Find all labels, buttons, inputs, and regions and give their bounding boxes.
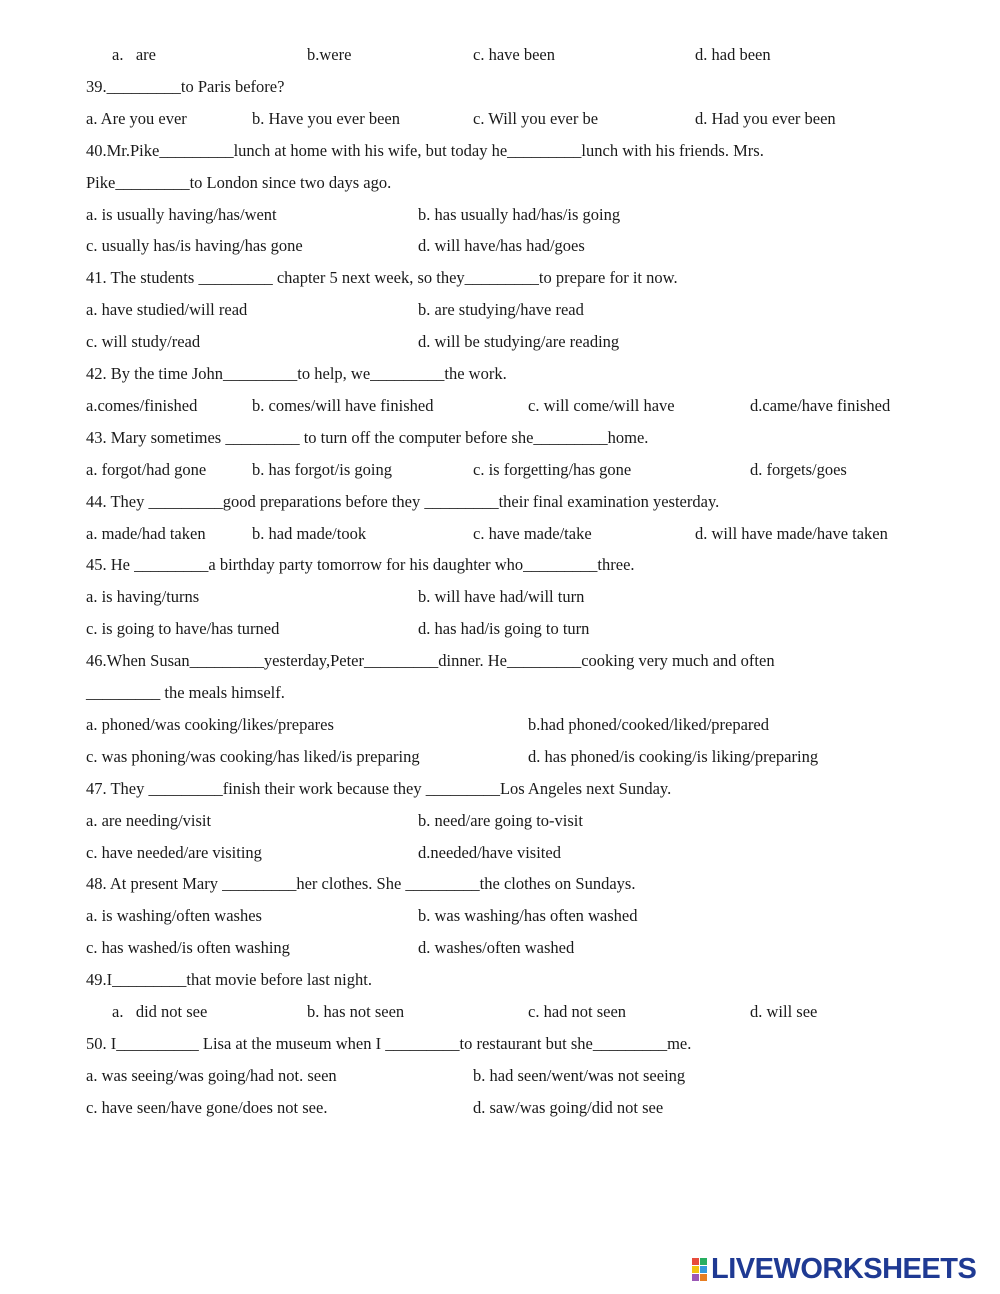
answer-option: a. made/had taken xyxy=(86,523,206,543)
answer-option: c. have been xyxy=(473,45,555,64)
question-line: 42. By the time John_________to help, we_________the work. xyxy=(86,364,507,383)
answer-option: c. is forgetting/has gone xyxy=(473,459,632,479)
question-line: 39._________to Paris before? xyxy=(86,76,285,96)
answer-option: a. is usually having/has/went xyxy=(86,204,277,224)
answer-option: c. have needed/are visiting xyxy=(86,842,262,862)
liveworksheets-logo-icon xyxy=(692,1258,707,1281)
answer-option: b. had seen/went/was not seeing xyxy=(473,1065,686,1085)
answer-option: c. will study/read xyxy=(86,332,201,352)
question-line: 47. They _________finish their work because they _________Los Angeles next Sunday. xyxy=(86,778,672,798)
answer-option: d. will have made/have taken xyxy=(695,523,888,543)
answer-option: b.were xyxy=(307,45,352,64)
answer-option: c. usually has/is having/has gone xyxy=(86,236,303,256)
answer-option: d. had been xyxy=(695,45,771,64)
answer-option: d. will be studying/are reading xyxy=(418,332,620,352)
answer-option: b. comes/will have finished xyxy=(252,395,434,415)
question-line: 43. Mary sometimes _________ to turn off the computer before she_________home. xyxy=(86,427,649,447)
answer-option: c. have made/take xyxy=(473,523,592,543)
answer-option: b.had phoned/cooked/liked/prepared xyxy=(528,714,769,734)
question-line: Pike_________to London since two days ago. xyxy=(86,172,392,192)
answer-option: d. washes/often washed xyxy=(418,938,575,958)
answer-option: c. have seen/have gone/does not see. xyxy=(86,1097,328,1117)
answer-option: a. did not see xyxy=(112,1002,208,1021)
question-line: _________ the meals himself. xyxy=(86,683,285,702)
answer-option: a. is washing/often washes xyxy=(86,906,262,926)
answer-option: c. was phoning/was cooking/has liked/is preparing xyxy=(86,746,420,766)
answer-option: d. Had you ever been xyxy=(695,108,836,128)
answer-option: a. phoned/was cooking/likes/prepares xyxy=(86,714,334,734)
question-line: 45. He _________a birthday party tomorrow for his daughter who_________three. xyxy=(86,555,635,575)
question-line: 49.I_________that movie before last night. xyxy=(86,970,372,990)
answer-option: a.comes/finished xyxy=(86,395,198,415)
answer-option: b. has forgot/is going xyxy=(252,459,392,479)
answer-option: d. will see xyxy=(750,1002,818,1021)
liveworksheets-logo xyxy=(692,1254,976,1284)
question-line: 48. At present Mary _________her clothes. She _________the clothes on Sundays. xyxy=(86,874,636,894)
answer-option: b. Have you ever been xyxy=(252,108,400,128)
answer-option: d. forgets/goes xyxy=(750,459,847,479)
answer-option: b. has usually had/has/is going xyxy=(418,204,621,224)
answer-option: d. has had/is going to turn xyxy=(418,619,590,639)
answer-option: c. had not seen xyxy=(528,1002,627,1021)
answer-option: d. saw/was going/did not see xyxy=(473,1097,664,1117)
answer-option: a. Are you ever xyxy=(86,108,187,128)
logo-text: LIVEWORKSHEETS xyxy=(711,1252,977,1285)
question-line: 40.Mr.Pike_________lunch at home with his wife, but today he_________lunch with his friends. Mrs. xyxy=(86,140,764,160)
answer-option: a. are xyxy=(112,45,156,64)
answer-option: d.needed/have visited xyxy=(418,842,561,862)
question-line: 50. I__________ Lisa at the museum when I _________to restaurant but she_________me. xyxy=(86,1033,692,1053)
answer-option: d. will have/has had/goes xyxy=(418,236,585,256)
answer-option: c. has washed/is often washing xyxy=(86,938,290,958)
question-line: 44. They _________good preparations before they _________their final examination yesterday. xyxy=(86,491,720,511)
answer-option: a. forgot/had gone xyxy=(86,459,207,479)
answer-option: b. was washing/has often washed xyxy=(418,906,638,926)
question-line: 46.When Susan_________yesterday,Peter_________dinner. He_________cooking very much and often xyxy=(86,651,775,671)
answer-option: c. is going to have/has turned xyxy=(86,619,280,639)
answer-option: b. are studying/have read xyxy=(418,300,584,320)
answer-option: b. had made/took xyxy=(252,523,367,543)
answer-option: b. need/are going to-visit xyxy=(418,810,583,830)
answer-option: a. is having/turns xyxy=(86,587,200,607)
answer-option: d.came/have finished xyxy=(750,395,891,415)
answer-option: d. has phoned/is cooking/is liking/preparing xyxy=(528,746,819,766)
question-line: 41. The students _________ chapter 5 next week, so they_________to prepare for it now. xyxy=(86,268,678,288)
answer-option: a. have studied/will read xyxy=(86,300,248,320)
answer-option: c. Will you ever be xyxy=(473,108,599,128)
answer-option: a. was seeing/was going/had not. seen xyxy=(86,1065,337,1085)
answer-option: c. will come/will have xyxy=(528,395,675,415)
answer-option: b. has not seen xyxy=(307,1002,405,1021)
answer-option: a. are needing/visit xyxy=(86,810,212,830)
answer-option: b. will have had/will turn xyxy=(418,587,585,607)
